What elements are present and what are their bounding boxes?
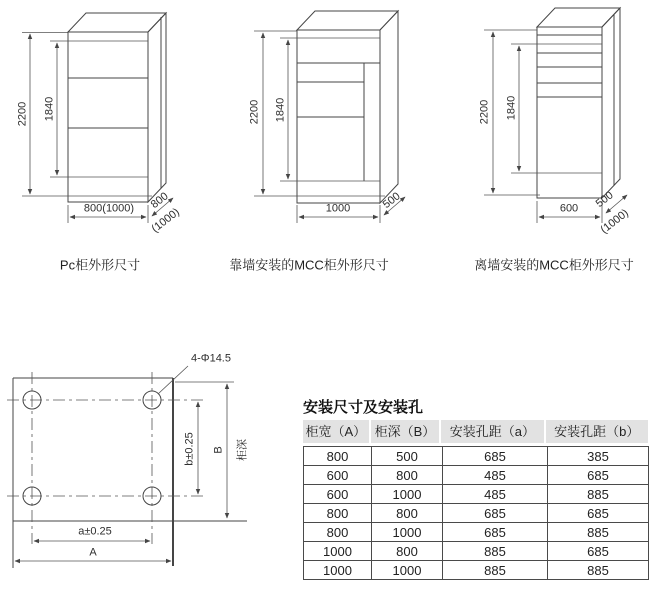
offwall-inner-height-dim-label: 1840 <box>505 95 518 121</box>
offwall-width-dim-label: 600 <box>559 202 579 215</box>
hole-spec-label: 4-Φ14.5 <box>191 352 231 365</box>
table-row: 600 1000 485 885 <box>304 485 649 504</box>
offwall-height-dim-label: 2200 <box>478 99 491 125</box>
table-row: 1000 800 885 685 <box>304 542 649 561</box>
offwall-depth-alt-dim-label: (1000) <box>598 207 631 237</box>
table-header-row <box>303 420 648 443</box>
wall-inner-height-dim-label: 1840 <box>274 97 287 123</box>
table-row: 800 500 685 385 <box>304 447 649 466</box>
table-row: 1000 1000 885 885 <box>304 561 649 580</box>
hole-pitch-a-label: a±0.25 <box>78 525 112 538</box>
wall-cabinet-caption: 靠墙安装的MCC柜外形尺寸 <box>229 257 389 273</box>
wall-height-dim-label: 2200 <box>248 99 261 125</box>
pc-width-dim-label: 800(1000) <box>83 202 135 215</box>
header-cabinet-depth: 柜深（B） <box>371 420 440 443</box>
header-cabinet-width: 柜宽（A） <box>303 420 369 443</box>
pc-inner-height-dim-label: 1840 <box>43 96 56 122</box>
install-dimensions-table <box>303 420 648 580</box>
pc-depth-alt-dim-label: (1000) <box>149 206 182 236</box>
pc-cabinet-caption: Pc柜外形尺寸 <box>59 257 141 273</box>
pc-depth-dim-label: 800 <box>148 190 171 211</box>
table-row: 800 1000 685 885 <box>304 523 649 542</box>
depth-b-dim-label: B <box>212 446 225 454</box>
offwall-mcc-cabinet-drawing <box>450 0 665 250</box>
cabinet-depth-label: 柜深 <box>236 439 249 461</box>
table-body <box>303 446 649 580</box>
pc-height-dim-label: 2200 <box>16 101 29 127</box>
wall-width-dim-label: 1000 <box>325 202 351 215</box>
table-title: 安装尺寸及安装孔 <box>303 399 424 416</box>
hole-pitch-b-label: b±0.25 <box>183 432 196 466</box>
table-row: 800 800 685 685 <box>304 504 649 523</box>
header-hole-pitch-b: 安装孔距（b） <box>546 420 648 443</box>
offwall-cabinet-caption: 离墙安装的MCC柜外形尺寸 <box>474 257 634 273</box>
mounting-hole-drawing <box>0 340 300 589</box>
header-hole-pitch-a: 安装孔距（a） <box>441 420 543 443</box>
offwall-depth-dim-label: 500 <box>593 189 616 210</box>
wall-depth-dim-label: 500 <box>380 190 403 211</box>
width-a-dim-label: A <box>89 546 97 559</box>
table-row: 600 800 485 685 <box>304 466 649 485</box>
